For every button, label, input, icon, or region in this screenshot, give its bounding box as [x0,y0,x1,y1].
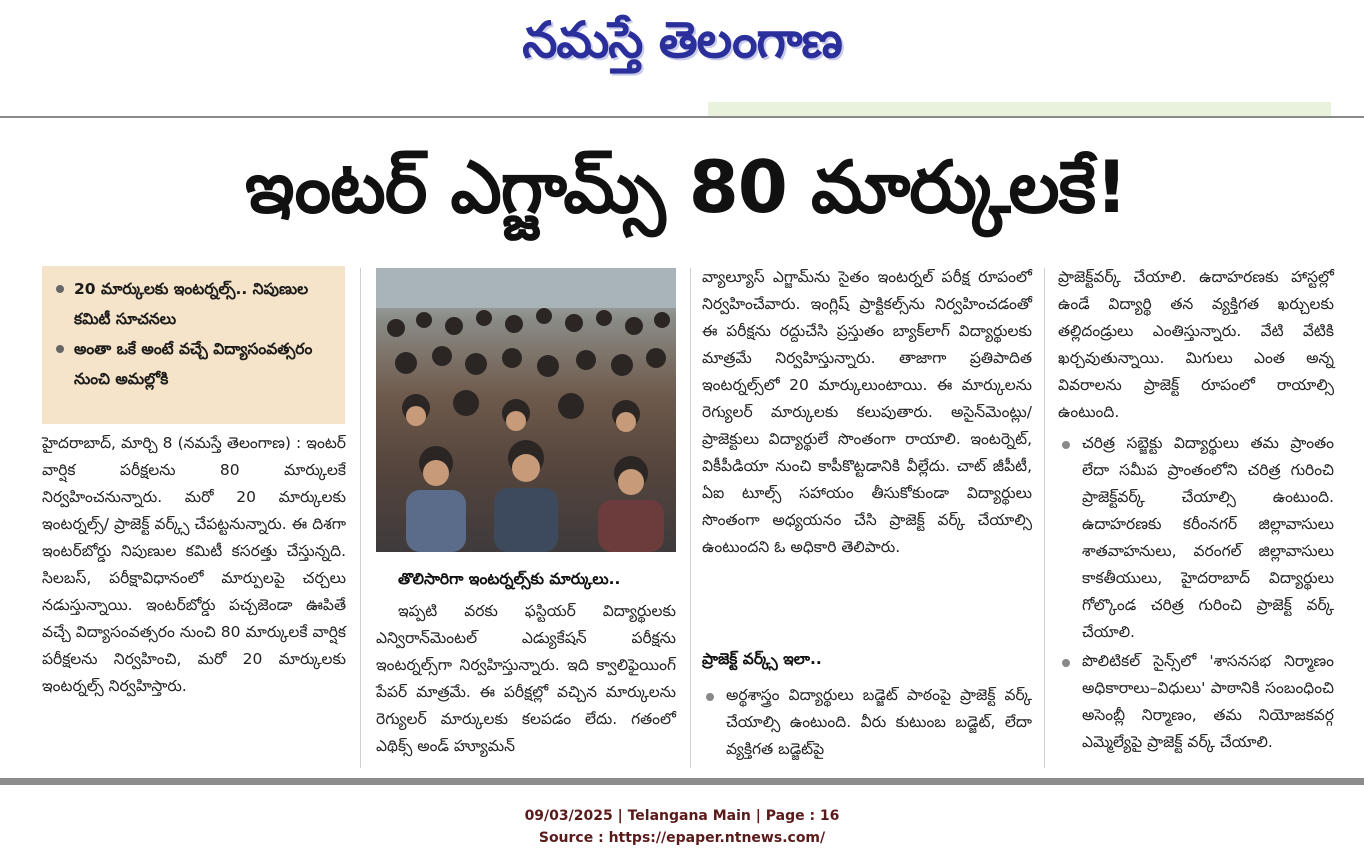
masthead-band [708,102,1331,116]
masthead [0,0,1364,112]
bullet-icon [56,285,64,293]
bullet-icon [1062,441,1070,449]
article-body: ప్రాజెక్ట్‌వర్క్‌ చేయాలి. ఉదాహరణకు హాస్టల్లో ఉండే విద్యార్థి తన వ్యక్తిగత ఖర్చులకు తల్లిదండ్రులు ఎంతిస్తున్నారు. వేటి వేటికి ఖర్చవుతున్నాయి. మిగులు ఎంత అన్న వివరాలను ప్రాజెక్ట్‌ రూపంలో రాయాల్సి ఉంటుంది. [1058,268,1334,421]
subhead-project-works: ప్రాజెక్ట్‌ వర్క్స్‌ ఇలా.. [702,650,822,668]
bullet-icon [706,693,714,701]
bullet-icon [56,345,64,353]
column-divider [690,268,691,768]
bullet-text: అర్థశాస్త్రం విద్యార్థులు బడ్జెట్‌ పాఠంపై ప్రాజెక్ట్‌ వర్క్‌ చేయాల్సి ఉంటుంది. వీరు కుటుంబ బడ్జెట్‌, లేదా వ్యక్తిగత బడ్జెట్‌పై [726,686,1032,758]
bullet-paragraph [1058,648,1334,756]
column-1 [42,430,346,700]
highlight-item [56,334,335,394]
highlight-box [42,266,345,424]
article-body: ఇప్పటి వరకు ఫస్టియర్‌ విద్యార్థులకు ఎన్విరాన్‌మెంటల్‌ ఎడ్యుకేషన్‌ పరీక్షను ఇంటర్నల్స్‌గా నిర్వహిస్తున్నారు. ఇది క్వాలిఫైయింగ్‌ పేపర్‌ మాత్రమే. ఈ పరీక్షల్లో వచ్చిన మార్కులను రెగ్యులర్‌ మార్కులకు కలపడం లేదు. గతంలో ఎథిక్స్‌ అండ్‌ హ్యూమన్‌ [376,602,676,755]
article-body: హైదరాబాద్‌, మార్చి 8 (నమస్తే తెలంగాణ) : ఇంటర్‌ వార్షిక పరీక్షలను 80 మార్కులకే నిర్వహించనున్నారు. మరో 20 మార్కులకు ఇంటర్నల్స్‌/ ప్రాజెక్ట్‌ వర్క్స్‌ చేపట్టనున్నారు. ఈ దిశగా ఇంటర్‌బోర్డు నిపుణుల కమిటీ కసరత్తు చేస్తున్నది. సిలబస్‌, పరీక్షావిధానంలో మార్పులపై చర్చలు నడుస్తున్నాయి. ఇంటర్‌బోర్డు పచ్చజెండా ఊపితే వచ్చే విద్యాసంవత్సరం నుంచి 80 మార్కులకే వార్షిక పరీక్షలను నిర్వహించి, మరో 20 మార్కులకు ఇంటర్నల్స్‌ నిర్వహిస్తారు. [42,434,346,695]
column-divider [360,268,361,768]
highlight-text: 20 మార్కులకు ఇంటర్నల్స్‌.. నిపుణుల కమిటీ సూచనలు [74,280,309,328]
bullet-icon [1062,659,1070,667]
column-divider [1044,268,1045,768]
top-divider [0,116,1364,118]
footer-source: Source : https://epaper.ntnews.com/ [538,830,826,846]
highlight-item [56,274,335,334]
column-3-bullets [702,682,1032,763]
column-4 [1058,264,1334,756]
subhead-internals: తొలిసారిగా ఇంటర్నల్స్‌కు మార్కులు.. [398,570,621,588]
headline: ఇంటర్‌ ఎగ్జామ్స్‌ 80 మార్కులకే! [245,145,1127,229]
highlight-text: అంతా ఒకే అంటే వచ్చే విద్యాసంవత్సరం నుంచి అమల్లోకి [74,340,313,388]
bullet-paragraph [1058,430,1334,646]
footer-date-page: 09/03/2025 | Telangana Main | Page : 16 [524,808,840,824]
bullet-text: పొలిటికల్‌ సైన్స్‌లో 'శాసనసభ నిర్మాణం అధికారాలు–విధులు' పాఠానికి సంబంధించి అసెంబ్లీ నిర్మాణం, తమ నియోజకవర్గ ఎమ్మెల్యేపై ప్రాజెక్ట్‌ వర్క్‌ చేయాలి. [1082,652,1334,751]
crowd-illustration [376,268,676,552]
article-body: వ్యాల్యూస్‌ ఎగ్జామ్‌ను సైతం ఇంటర్నల్‌ పరీక్ష రూపంలో నిర్వహించేవారు. ఇంగ్లిష్‌ ప్రాక్టికల్స్‌ను నిర్వహించడంతో ఈ పరీక్షను రద్దుచేసి ప్రస్తుతం బ్యాక్‌లాగ్‌ విద్యార్థులకు మాత్రమే నిర్వహిస్తున్నారు. తాజాగా ప్రతిపాదిత ఇంటర్నల్స్‌లో 20 మార్కులుంటాయి. ఈ మార్కులను రెగ్యులర్‌ మార్కులకు కలుపుతారు. అసైన్‌మెంట్లు/ప్రాజెక్టులు విద్యార్థులే సొంతంగా రాయాలి. ఇంటర్నెట్‌, వికీపీడియా నుంచి కాపీకొట్టడానికి వీల్లేదు. చాట్‌ జీపీటీ, ఏఐ టూల్స్‌ సహాయం తీసుకోకుండా విద్యార్థులు సొంతంగా అధ్యయనం చేసి ప్రాజెక్ట్‌ వర్క్‌ చేయాల్సి ఉంటుందని ఓ అధికారి తెలిపారు. [702,268,1032,556]
footer [0,805,1364,849]
newspaper-logo: నమస్తే తెలంగాణ [522,11,842,69]
bottom-divider [0,778,1364,785]
crowd-photo [376,268,676,552]
column-2 [376,598,676,760]
bullet-paragraph [702,682,1032,763]
bullet-text: చరిత్ర సబ్జెక్టు విద్యార్థులు తమ ప్రాంతం లేదా సమీప ప్రాంతంలోని చరిత్ర గురించి ప్రాజెక్ట్‌వర్క్‌ చేయాల్సి ఉంటుంది. ఉదాహరణకు కరీంనగర్‌ జిల్లావాసులు శాతవాహనులు, వరంగల్‌ జిల్లావాసులు కాకతీయులు, హైదరాబాద్‌ విద్యార్థులు గోల్కొండ చరిత్ర గురించి ప్రాజెక్ట్‌ వర్క్‌ చేయాలి. [1082,434,1334,641]
column-3 [702,264,1032,561]
